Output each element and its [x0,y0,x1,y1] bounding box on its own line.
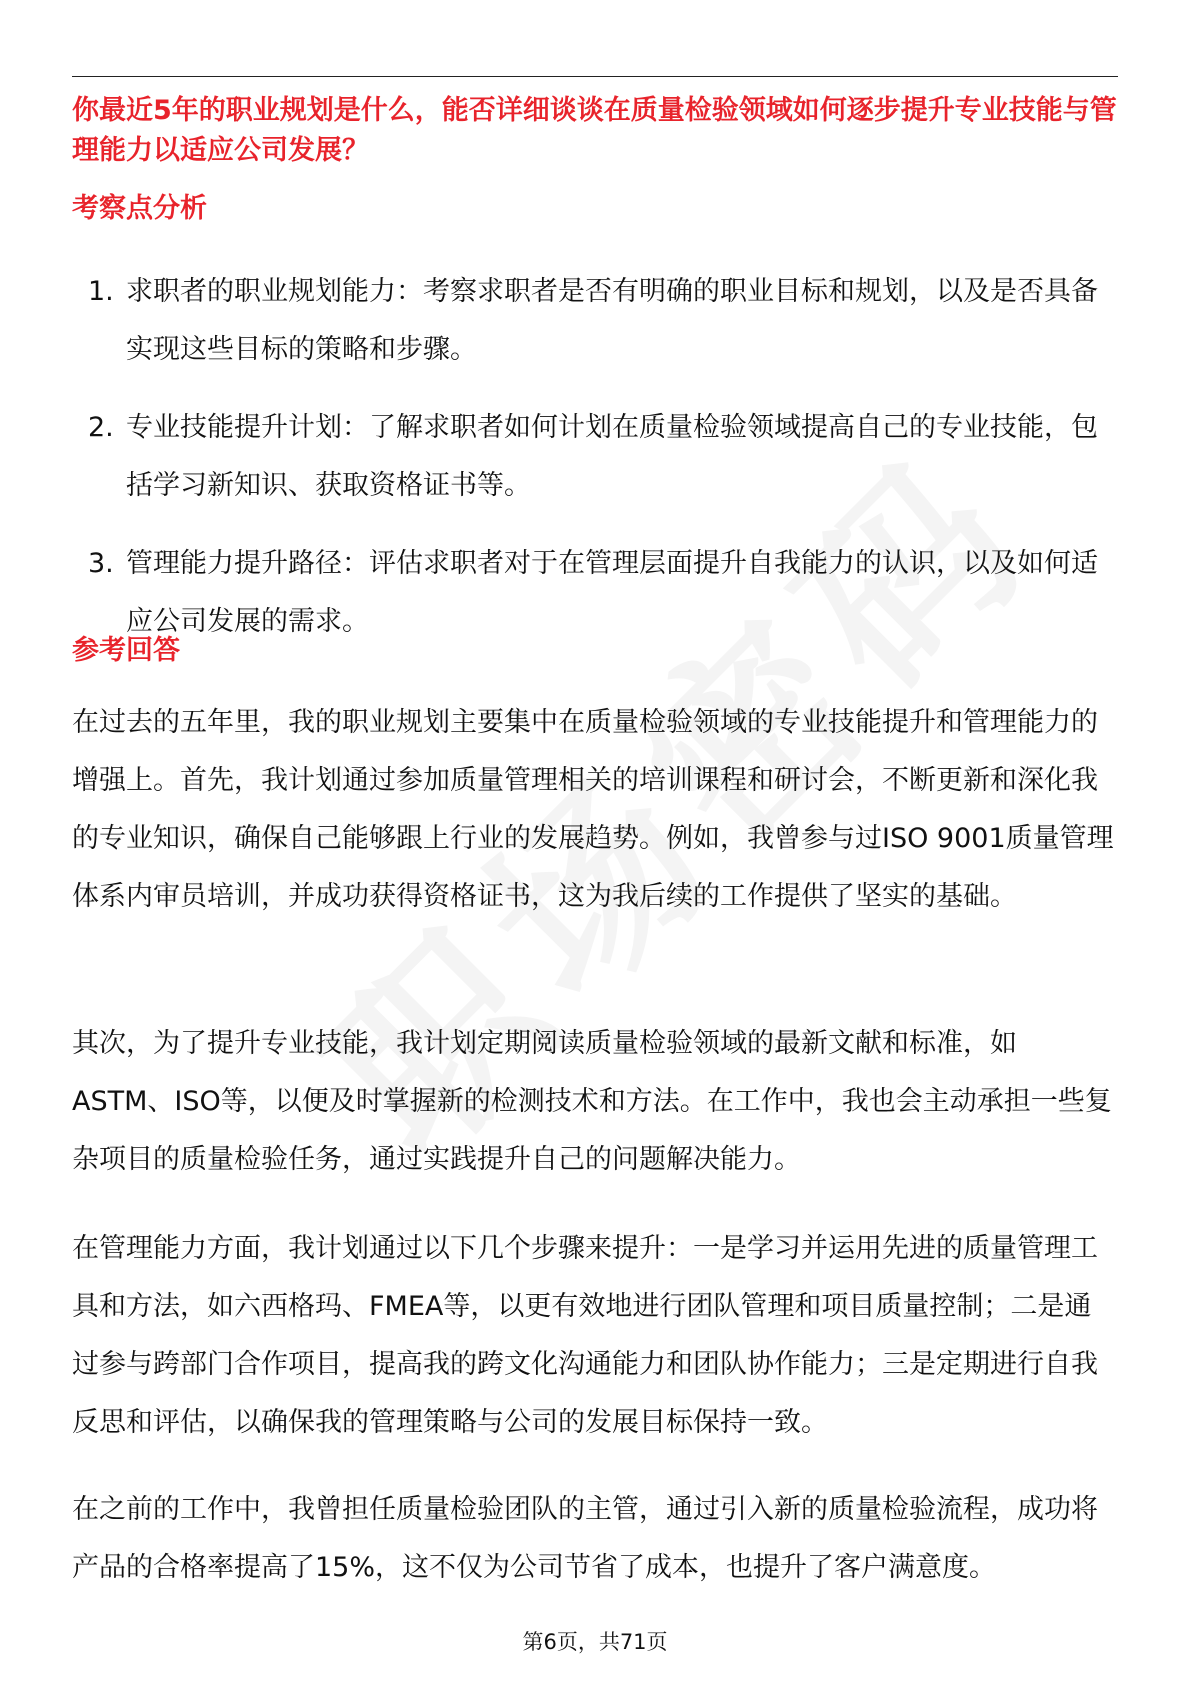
answer-paragraph: 在之前的工作中，我曾担任质量检验团队的主管，通过引入新的质量检验流程，成功将产品的合格率提高了15%，这不仅为公司节省了成本，也提升了客户满意度。 [72,1494,1098,1583]
answer-paragraph: 在过去的五年里，我的职业规划主要集中在质量检验领域的专业技能提升和管理能力的增强上。首先，我计划通过参加质量管理相关的培训课程和研讨会，不断更新和深化我的专业知识，确保自己能够跟上行业的发展趋势。例如，我曾参与过ISO 9001质量管理体系内审员培训，并成功获得资格证书，这为我后续的工作提供了坚实的基础。 [72,707,1114,912]
list-item [72,399,1118,515]
list-item-text: 管理能力提升路径：评估求职者对于在管理层面提升自我能力的认识，以及如何适应公司发展的需求。 [126,548,1098,637]
answer-heading: 参考回答 [72,635,180,666]
answer-paragraph: 在管理能力方面，我计划通过以下几个步骤来提升：一是学习并运用先进的质量管理工具和方法，如六西格玛、FMEA等，以更有效地进行团队管理和项目质量控制；二是通过参与跨部门合作项目，提高我的跨文化沟通能力和团队协作能力；三是定期进行自我反思和评估，以确保我的管理策略与公司的发展目标保持一致。 [72,1233,1098,1438]
list-item [72,263,1118,379]
list-item-text: 求职者的职业规划能力：考察求职者是否有明确的职业目标和规划，以及是否具备实现这些目标的策略和步骤。 [126,276,1098,365]
list-number: 3. [88,548,114,579]
list-item-text: 专业技能提升计划：了解求职者如何计划在质量检验领域提高自己的专业技能，包括学习新知识、获取资格证书等。 [126,412,1098,501]
analysis-heading: 考察点分析 [72,193,207,224]
question-title: 你最近5年的职业规划是什么，能否详细谈谈在质量检验领域如何逐步提升专业技能与管理能力以适应公司发展？ [72,95,1117,166]
list-number: 2. [88,412,114,443]
top-divider [72,76,1118,77]
analysis-list [72,263,1118,651]
list-item [72,535,1118,651]
page-footer: 第6页，共71页 [522,1630,668,1654]
answer-paragraph: 其次，为了提升专业技能，我计划定期阅读质量检验领域的最新文献和标准，如ASTM、ISO等，以便及时掌握新的检测技术和方法。在工作中，我也会主动承担一些复杂项目的质量检验任务，通过实践提升自己的问题解决能力。 [72,1028,1112,1175]
list-number: 1. [88,276,114,307]
